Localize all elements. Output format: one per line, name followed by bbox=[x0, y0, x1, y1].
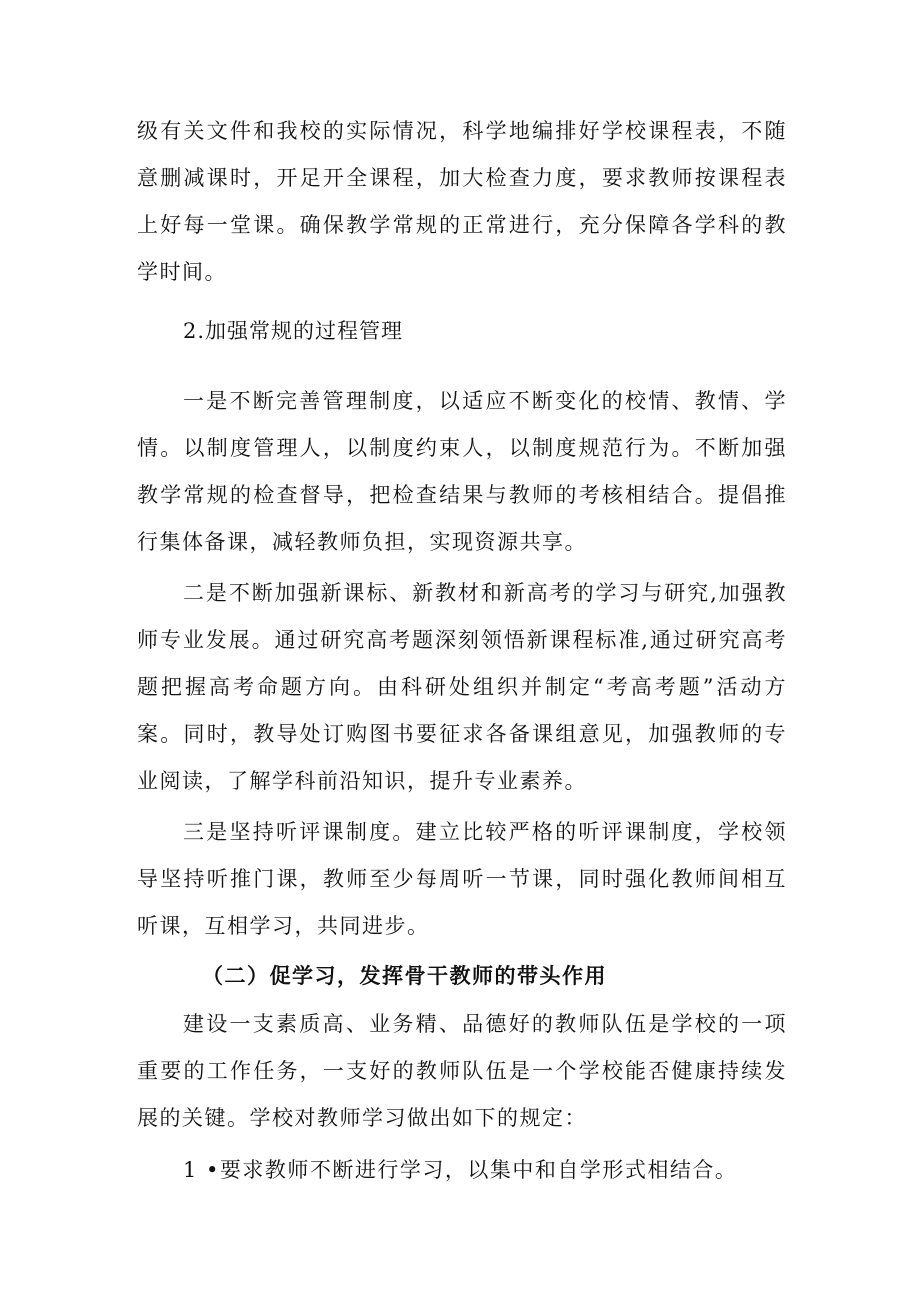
paragraph-study-requirement: 1 •要求教师不断进行学习，以集中和自学形式相结合。 bbox=[183, 1158, 738, 1182]
paragraph-curriculum-research: 二是不断加强新课标、新教材和新高考的学习与研究,加强教师专业发展。通过研究高考题深刻领悟新课程标准,通过研究高考题把握高考命题方向。由科研处组织并制定“考高考题”活动方案。同时，教导处订购图书要征求各备课组意见，加强教师的专业阅读，了解学科前沿知识，提升专业素养。 bbox=[137, 581, 787, 793]
paragraph-teacher-team: 建设一支素质高、业务精、品德好的教师队伍是学校的一项重要的工作任务，一支好的教师队伍是一个学校能否健康持续发展的关键。学校对教师学习做出如下的规定： bbox=[137, 1012, 787, 1130]
paragraph-management-system: 一是不断完善管理制度，以适应不断变化的校情、教情、学情。以制度管理人，以制度约束人，以制度规范行为。不断加强教学常规的检查督导，把检查结果与教师的考核相结合。提倡推行集体备课，减轻教师负担，实现资源共享。 bbox=[137, 389, 787, 554]
section-heading-backbone-teachers: （二）促学习，发挥骨干教师的带头作用 bbox=[202, 963, 607, 988]
paragraph-lesson-observation: 三是坚持听评课制度。建立比较严格的听评课制度，学校领导坚持听推门课，教师至少每周听一节课，同时强化教师间相互听课，互相学习，共同进步。 bbox=[137, 820, 787, 938]
paragraph-curriculum-schedule: 级有关文件和我校的实际情况，科学地编排好学校课程表，不随意删减课时，开足开全课程，加大检查力度，要求教师按课程表上好每一堂课。确保教学常规的正常进行，充分保障各学科的教学时间。 bbox=[137, 119, 787, 284]
section-heading-process-management: 2.加强常规的过程管理 bbox=[183, 319, 404, 343]
